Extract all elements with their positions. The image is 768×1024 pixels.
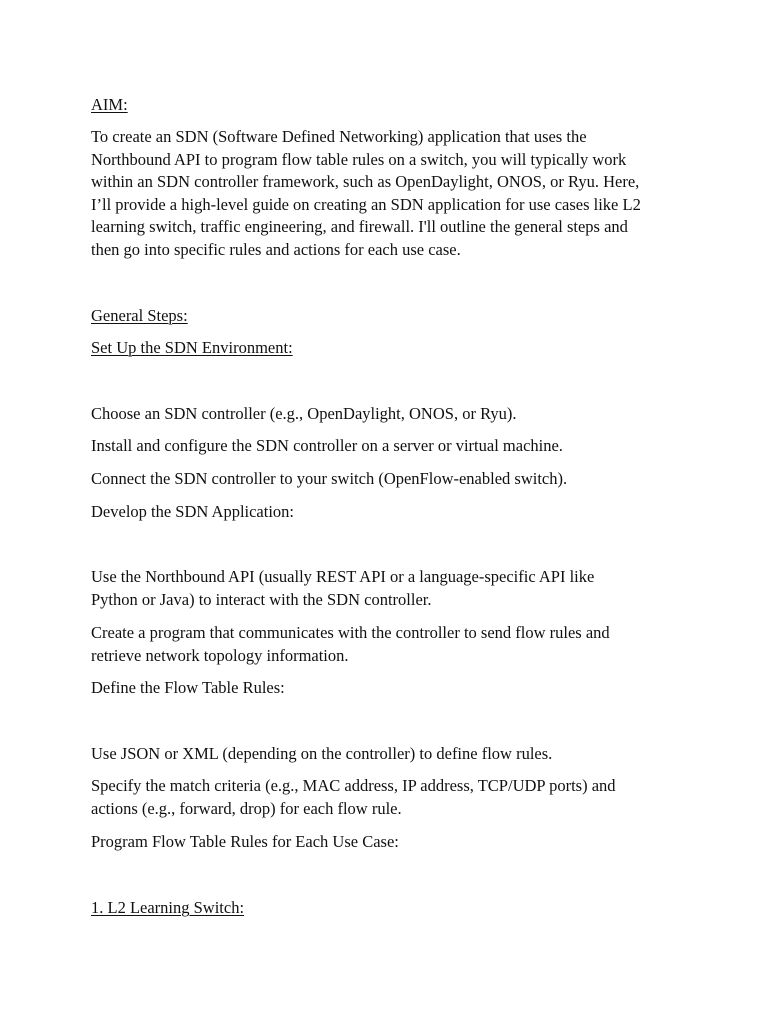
step-choose-controller: Choose an SDN controller (e.g., OpenDaylight, ONOS, or Ryu).	[91, 404, 517, 423]
general-steps-heading: General Steps:	[91, 306, 188, 325]
aim-paragraph-line: then go into specific rules and actions for each use case.	[91, 239, 461, 259]
develop-application-heading: Develop the SDN Application:	[91, 502, 295, 521]
aim-paragraph-line: To create an SDN (Software Defined Networking) application that uses the	[91, 127, 587, 146]
setup-environment-heading: Set Up the SDN Environment:	[91, 338, 293, 357]
northbound-api-paragraph	[91, 566, 691, 611]
aim-paragraph-line: within an SDN controller framework, such as OpenDaylight, ONOS, or Ryu. Here,	[91, 172, 640, 191]
match-criteria-line: Specify the match criteria (e.g., MAC address, IP address, TCP/UDP ports) and	[91, 776, 616, 795]
aim-paragraph-line: learning switch, traffic engineering, and firewall. I'll outline the general steps and	[91, 217, 628, 236]
match-criteria-line: actions (e.g., forward, drop) for each flow rule.	[91, 798, 402, 818]
define-flow-rules-heading: Define the Flow Table Rules:	[91, 678, 285, 697]
match-criteria-paragraph	[91, 775, 691, 820]
aim-heading: AIM:	[91, 95, 128, 114]
l2-learning-switch-heading: 1. L2 Learning Switch:	[91, 898, 245, 917]
step-connect-controller: Connect the SDN controller to your switch (OpenFlow-enabled switch).	[91, 469, 568, 488]
aim-paragraph-line: Northbound API to program flow table rules on a switch, you will typically work	[91, 149, 627, 169]
aim-paragraph	[91, 126, 691, 261]
create-program-line: Create a program that communicates with the controller to send flow rules and	[91, 623, 610, 642]
aim-paragraph-line: I’ll provide a high-level guide on creating an SDN application for use cases like L2	[91, 194, 641, 214]
step-json-xml: Use JSON or XML (depending on the controller) to define flow rules.	[91, 744, 553, 763]
northbound-api-line: Python or Java) to interact with the SDN controller.	[91, 589, 432, 609]
program-rules-heading: Program Flow Table Rules for Each Use Case:	[91, 832, 399, 851]
step-install-controller: Install and configure the SDN controller on a server or virtual machine.	[91, 436, 563, 455]
create-program-paragraph	[91, 622, 691, 667]
northbound-api-line: Use the Northbound API (usually REST API or a language-specific API like	[91, 567, 595, 586]
create-program-line: retrieve network topology information.	[91, 645, 349, 665]
